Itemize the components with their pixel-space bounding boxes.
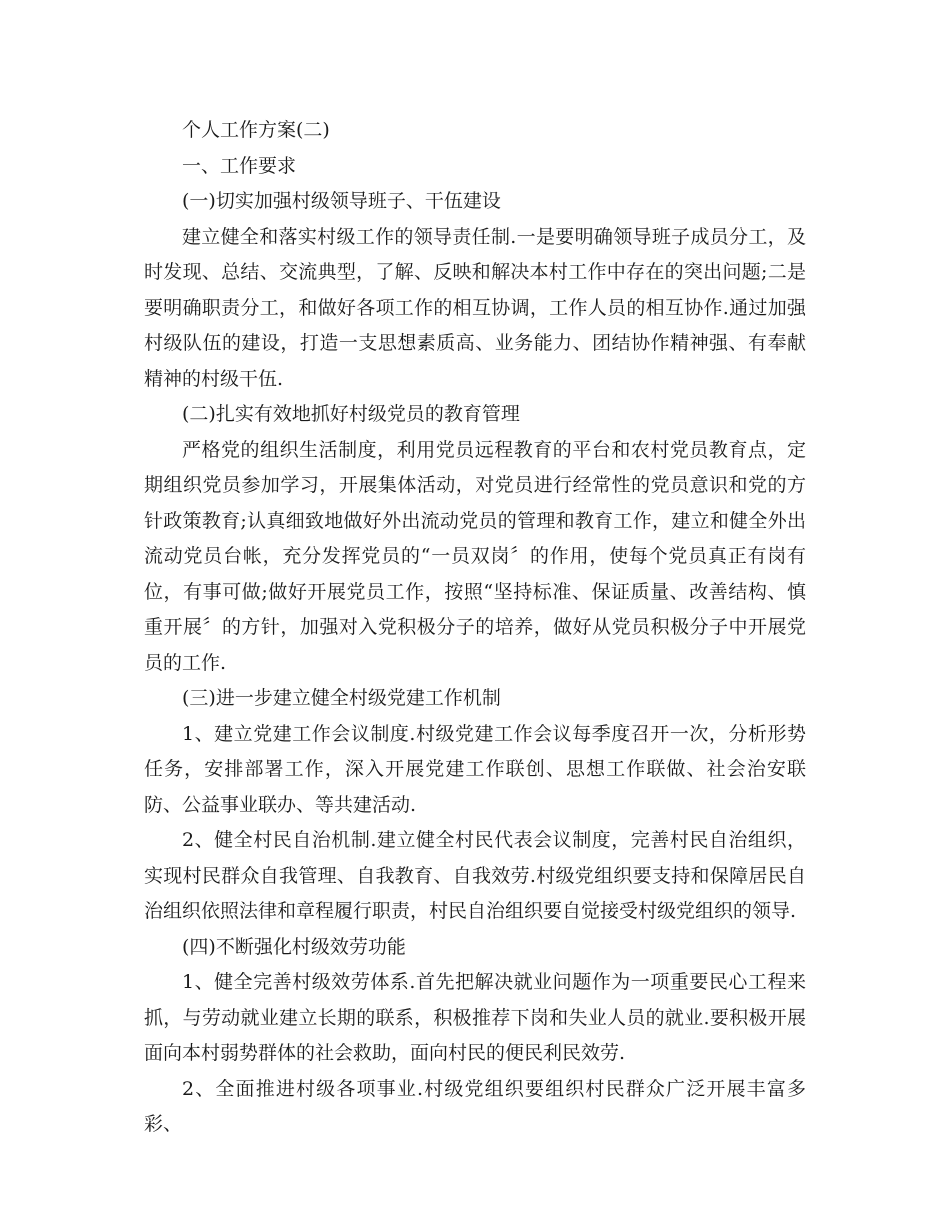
paragraph-party-education: 严格党的组织生活制度，利用党员远程教育的平台和农村党员教育点，定期组织党员参加学习，开展集体活动，对党员进行经常性的党员意识和党的方针政策教育;认真细致地做好外出流动党员的管理和教育工作，建立和健全外出流动党员台帐，充分发挥党员的“一员双岗〞的作用，使每个党员真正有岗有位，有事可做;做好开展党员工作，按照“坚持标准、保证质量、改善结构、慎重开展〞的方针，加强对入党积极分子的培养，做好从党员积极分子中开展党员的工作. bbox=[144, 438, 806, 674]
document-title: 个人工作方案(二) bbox=[182, 119, 330, 141]
subsection-heading-service: (四)不断强化村级效劳功能 bbox=[182, 935, 406, 958]
subsection-heading-party-education: (二)扎实有效地抓好村级党员的教育管理 bbox=[182, 403, 520, 425]
paragraph-meeting-system: 1、建立党建工作会议制度.村级党建工作会议每季度召开一次，分析形势任务，安排部署工作，深入开展党建工作联创、思想工作联做、社会治安联防、公益事业联办、等共建活动. bbox=[144, 722, 806, 816]
paragraph-service-system: 1、健全完善村级效劳体系.首先把解决就业问题作为一项重要民心工程来抓，与劳动就业建立长期的联系，积极推荐下岗和失业人员的就业.要积极开展面向本村弱势群体的社会救助，面向村民的便民利民效劳. bbox=[144, 971, 806, 1064]
subsection-heading-leadership: (一)切实加强村级领导班子、干伍建设 bbox=[182, 190, 501, 212]
document-body bbox=[144, 113, 806, 1143]
paragraph-leadership: 建立健全和落实村级工作的领导责任制.一是要明确领导班子成员分工，及时发现、总结、交流典型，了解、反映和解决本村工作中存在的突出问题;二是要明确职责分工，和做好各项工作的相互协调，工作人员的相互协作.通过加强村级队伍的建设，打造一支思想素质高、业务能力、团结协作精神强、有奉献精神的村级干伍. bbox=[144, 225, 806, 390]
paragraph-village-affairs: 2、全面推进村级各项事业.村级党组织要组织村民群众广泛开展丰富多彩、 bbox=[144, 1077, 806, 1135]
paragraph-villager-autonomy: 2、健全村民自治机制.建立健全村民代表会议制度，完善村民自治组织，实现村民群众自我管理、自我教育、自我效劳.村级党组织要支持和保障居民自治组织依照法律和章程履行职责，村民自治组织要自觉接受村级党组织的领导. bbox=[144, 829, 806, 922]
section-heading-requirements: 一、工作要求 bbox=[182, 154, 297, 177]
subsection-heading-mechanism: (三)进一步建立健全村级党建工作机制 bbox=[182, 687, 501, 709]
